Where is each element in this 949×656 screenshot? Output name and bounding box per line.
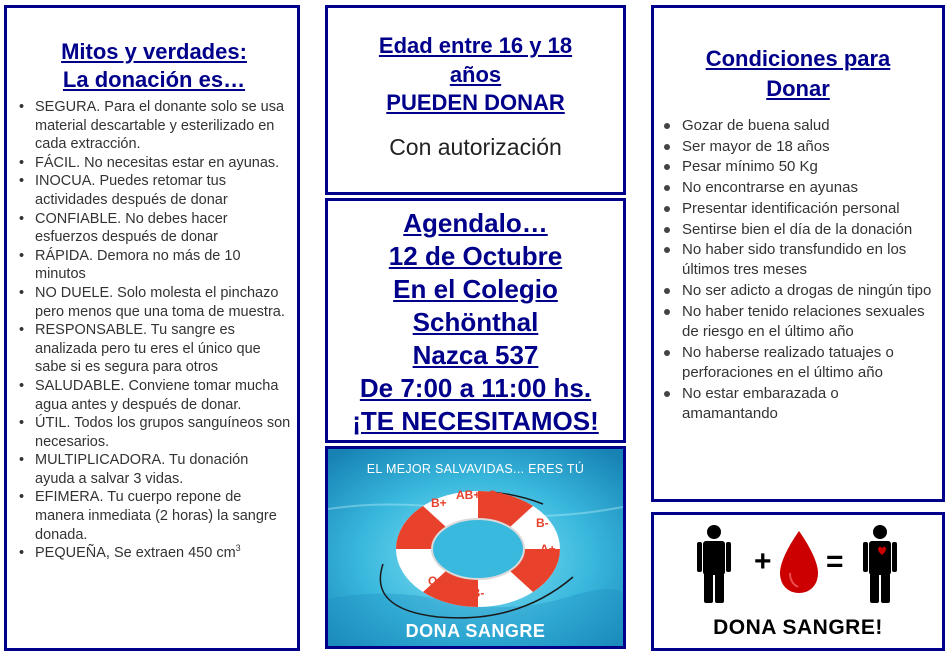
schedule-date: 12 de Octubre <box>388 241 563 271</box>
list-item: Sentirse bien el día de la donación <box>660 220 936 240</box>
cubic-superscript: 3 <box>235 543 241 554</box>
list-item: • RÁPIDA. Demora no más de 10 minutos <box>17 247 291 284</box>
ring-label: O- <box>428 574 442 588</box>
lifebuoy-icon <box>328 449 623 646</box>
list-item-last <box>17 544 291 563</box>
ring-label: A- <box>406 518 419 532</box>
list-item: • NO DUELE. Solo molesta el pinchazo pero menos que una toma de muestra. <box>17 284 291 321</box>
equation-graphic <box>654 515 942 615</box>
list-item: • EFIMERA. Tu cuerpo repone de manera inmediata (2 horas) la sangre donada. <box>17 488 291 544</box>
age-panel <box>325 5 626 195</box>
list-item: No haber tenido relaciones sexuales de riesgo en el último año <box>660 302 936 342</box>
list-item: No ser adicto a drogas de ningún tipo <box>660 281 936 301</box>
age-line1: Edad entre 16 y 18 <box>378 33 573 58</box>
list-item: • FÁCIL. No necesitas estar en ayunas. <box>17 154 291 173</box>
last-item-text: PEQUEÑA, Se extraen 450 cm <box>35 545 236 562</box>
list-item: Presentar identificación personal <box>660 199 936 219</box>
conditions-list <box>660 116 936 424</box>
equation-panel <box>651 512 945 651</box>
conditions-title-line2: Donar <box>766 76 830 101</box>
schedule-address: Nazca 537 <box>412 340 539 370</box>
myths-title-line2: La donación es… <box>62 67 246 92</box>
conditions-title-line1: Condiciones para <box>705 46 891 71</box>
lifebuoy-image <box>325 446 626 649</box>
ring-label: B- <box>536 516 549 530</box>
person-icon <box>697 525 731 603</box>
list-item: • SEGURA. Para el donante solo se usa material descartable y esterilizado en cada extracción. <box>17 98 291 154</box>
list-item: Gozar de buena salud <box>660 116 936 136</box>
conditions-title <box>660 44 936 104</box>
ring-label: AB- <box>463 586 485 600</box>
ring-label: O+ <box>488 488 505 502</box>
list-item: • RESPONSABLE. Tu sangre es analizada pero tu eres el único que sabe si es segura para otros <box>17 321 291 377</box>
list-item: Ser mayor de 18 años <box>660 137 936 157</box>
list-item: No haber sido transfundido en los últimos tres meses <box>660 240 936 280</box>
list-item: • ÚTIL. Todos los grupos sanguíneos son necesarios. <box>17 414 291 451</box>
schedule-panel <box>325 198 626 443</box>
ring-label: B+ <box>431 496 447 510</box>
age-heading <box>334 32 617 118</box>
myths-title <box>17 38 291 94</box>
myths-title-line1: Mitos y verdades: <box>61 39 247 64</box>
list-item: • SALUDABLE. Conviene tomar mucha agua antes y después de donar. <box>17 377 291 414</box>
myths-list <box>17 98 291 563</box>
list-item: No encontrarse en ayunas <box>660 178 936 198</box>
blood-drop-icon <box>780 531 818 593</box>
schedule-time: De 7:00 a 11:00 hs. <box>359 373 592 403</box>
equals-sign: = <box>826 545 844 578</box>
schedule-line: Agendalo… <box>403 208 548 238</box>
list-item: • INOCUA. Puedes retomar tus actividades después de donar <box>17 172 291 209</box>
lifebuoy-caption-top: EL MEJOR SALVAVIDAS... ERES TÚ <box>366 462 585 476</box>
schedule-heading <box>332 207 619 438</box>
schedule-callout: ¡TE NECESITAMOS! <box>352 406 599 436</box>
list-item: • MULTIPLICADORA. Tu donación ayuda a salvar 3 vidas. <box>17 451 291 488</box>
plus-sign: + <box>754 545 772 578</box>
person-heart-icon <box>863 525 897 603</box>
schedule-school: Schönthal <box>412 307 539 337</box>
list-item: No estar embarazada o amamantando <box>660 384 936 424</box>
lifebuoy-caption-bottom: DONA SANGRE <box>405 621 546 641</box>
age-line2: años <box>449 61 502 87</box>
age-note: Con autorización <box>389 133 562 160</box>
list-item: • CONFIABLE. No debes hacer esfuerzos después de donar <box>17 210 291 247</box>
ring-label: A+ <box>540 542 556 556</box>
ring-label: AB+ <box>456 488 481 502</box>
myths-panel <box>4 5 300 651</box>
age-line3: PUEDEN DONAR <box>386 90 565 115</box>
schedule-line: En el Colegio <box>393 274 558 304</box>
conditions-panel <box>651 5 945 502</box>
list-item: Pesar mínimo 50 Kg <box>660 157 936 177</box>
equation-slogan: DONA SANGRE! <box>713 616 883 639</box>
list-item: No haberse realizado tatuajes o perforaciones en el último año <box>660 343 936 383</box>
